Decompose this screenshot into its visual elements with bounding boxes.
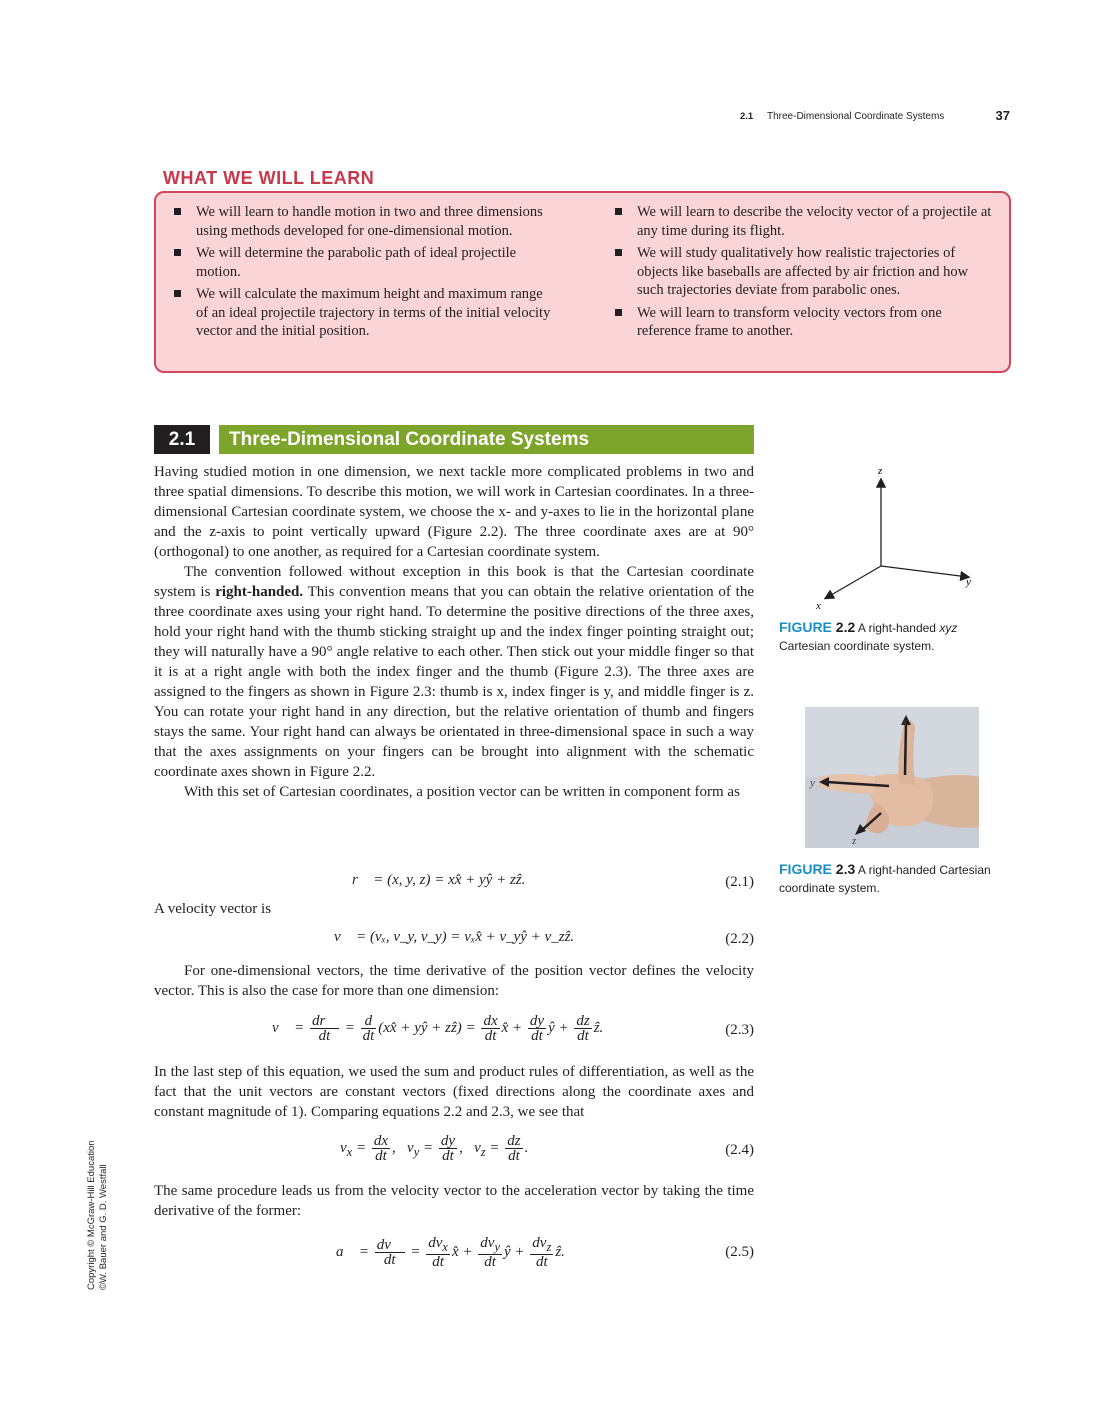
learn-item: We will study qualitatively how realistic trajectories of objects like baseballs are affected by air friction and how such trajectories deviate from parabolic ones.	[607, 244, 997, 300]
figure-label: FIGURE 2.2	[779, 619, 856, 635]
equation-number: (2.5)	[725, 1244, 754, 1260]
paragraph: Having studied motion in one dimension, we next tackle more complicated problems in two and three spatial dimensions. To describe this motion, we will work in Cartesian coordinates. In a three-dimensional Cartesian coordinate system, we choose the x- and y-axes to lie in the horizontal plane and the z-axis to point vertically upward (Figure 2.2). The three coordinate axes are at 90° (orthogonal) to one another, as required for a Cartesian coordinate system.	[154, 464, 754, 560]
paragraph: In the last step of this equation, we used the sum and product rules of differentiation, as well as the fact that the unit vectors are constant vectors (fixed directions along the coordinate axes and constant magnitude of 1). Comparing equations 2.2 and 2.3, we see that	[154, 1064, 754, 1120]
equation-text: r⃗ = (x, y, z) = xx̂ + yŷ + zẑ.	[352, 872, 526, 888]
header-title: Three-Dimensional Coordinate Systems	[767, 111, 945, 122]
equation-number: (2.2)	[725, 931, 754, 947]
body-text	[154, 462, 754, 802]
equation-text: $v_x$ = $\frac{dx}{dt}$ , $v_y$ = $\frac{dy}{dt}$ , $v_z$ = $\frac{dz}{dt}$ .	[340, 1133, 529, 1164]
learn-item: We will determine the parabolic path of ideal projectile motion.	[166, 244, 554, 281]
bullet-icon	[174, 249, 181, 256]
learn-item: We will calculate the maximum height and maximum range of an ideal projectile trajectory in terms of the initial velocity vector and the initial position.	[166, 285, 554, 341]
learn-item: We will learn to handle motion in two and three dimensions using methods developed for one-dimensional motion.	[166, 203, 554, 240]
section-title: Three-Dimensional Coordinate Systems	[216, 425, 754, 454]
paragraph: For one-dimensional vectors, the time derivative of the position vector defines the velocity vector. This is also the case for more than one dimension:	[154, 963, 754, 999]
y-label: y	[810, 777, 815, 789]
equation-2-4	[154, 1134, 754, 1174]
figure-label: FIGURE 2.3	[779, 861, 856, 877]
y-label: y	[966, 576, 971, 588]
running-header	[600, 108, 1010, 128]
copyright-notice: Copyright © McGraw-Hill Education ©W. Bauer and G. D. Westfall	[86, 1140, 109, 1290]
x-label: x	[902, 716, 907, 728]
z-label: z	[878, 465, 883, 477]
equation-text: a⃗ = $\frac{dv⃗}{dt}$ = $\frac{dv_x}{dt}$ x̂ + $\frac{dv_y}{dt}$ ŷ + $\frac{dv_z}{dt}$ ẑ.	[336, 1235, 565, 1270]
x-axis	[905, 722, 906, 775]
section-number: 2.1	[154, 425, 210, 454]
page-number: 37	[995, 108, 1010, 123]
paragraph: With this set of Cartesian coordinates, a position vector can be written in component form as	[184, 784, 740, 800]
figure-2-2-axes	[790, 462, 990, 622]
z-label: z	[852, 835, 857, 847]
paragraph: The convention followed without exception in this book is that the Cartesian coordinate system is right-handed. This convention means that you can obtain the relative orientation of the three coordinate axes using your right hand. To determine the positive directions of the three axes, hold your right hand with the thumb sticking straight up and the index finger pointing straight out; they will naturally have a 90° angle relative to each other. Then stick out your middle finger so that it is at a right angle with both the index finger and the thumb (Figure 2.3). The three axes are assigned to the fingers as shown in Figure 2.3: thumb is x, index finger is y, and middle finger is z. You can rotate your right hand in any direction, but the relative orientation of thumb and fingers stays the same. Your right hand can always be orientated in three-dimensional space in such a way that the axes assignments on your fingers can be brought into alignment with the schematic coordinate axes shown in Figure 2.2.	[154, 564, 754, 780]
bullet-icon	[615, 249, 622, 256]
equation-2-5	[154, 1236, 754, 1276]
y-axis	[881, 566, 968, 577]
equation-number: (2.1)	[725, 874, 754, 890]
bullet-icon	[615, 208, 622, 215]
equation-2-3	[154, 1014, 754, 1054]
learn-item: We will learn to describe the velocity vector of a projectile at any time during its flight.	[607, 203, 997, 240]
equation-2-1	[154, 870, 754, 896]
learn-box	[154, 191, 1011, 373]
x-label: x	[816, 600, 821, 612]
term-right-handed: right-handed.	[215, 584, 304, 600]
learn-item: We will learn to transform velocity vectors from one reference frame to another.	[607, 304, 997, 341]
learn-title: WHAT WE WILL LEARN	[163, 168, 375, 188]
equation-text: v⃗ = $\frac{dr⃗}{dt}$ = $\frac{d}{dt}$ (xx̂ + yŷ + zẑ) = $\frac{dx}{dt}$ x̂ + $\frac{dy}{dt}$ ŷ + $\frac{dz}{dt}$ ẑ.	[272, 1013, 604, 1044]
learn-column-left	[166, 203, 554, 345]
figure-2-3-caption: FIGURE 2.3 A right-handed Cartesian coordinate system.	[779, 861, 991, 895]
equation-number: (2.4)	[725, 1142, 754, 1158]
paragraph: A velocity vector is	[154, 901, 272, 917]
equation-number: (2.3)	[725, 1022, 754, 1038]
equation-2-2	[154, 927, 754, 953]
bullet-icon	[174, 290, 181, 297]
header-section-number: 2.1	[740, 111, 754, 122]
paragraph: The same procedure leads us from the velocity vector to the acceleration vector by taking the time derivative of the former:	[154, 1183, 754, 1219]
figure-2-3-photo	[805, 707, 979, 848]
learn-column-right	[607, 203, 997, 345]
equation-text: v⃗ = (vₓ, v_y, v_y) = vₓx̂ + v_yŷ + v_zẑ.	[334, 929, 575, 945]
bullet-icon	[615, 309, 622, 316]
figure-2-2-caption: FIGURE 2.2 A right-handed xyz Cartesian coordinate system.	[779, 619, 958, 653]
bullet-icon	[174, 208, 181, 215]
x-axis	[826, 566, 881, 598]
